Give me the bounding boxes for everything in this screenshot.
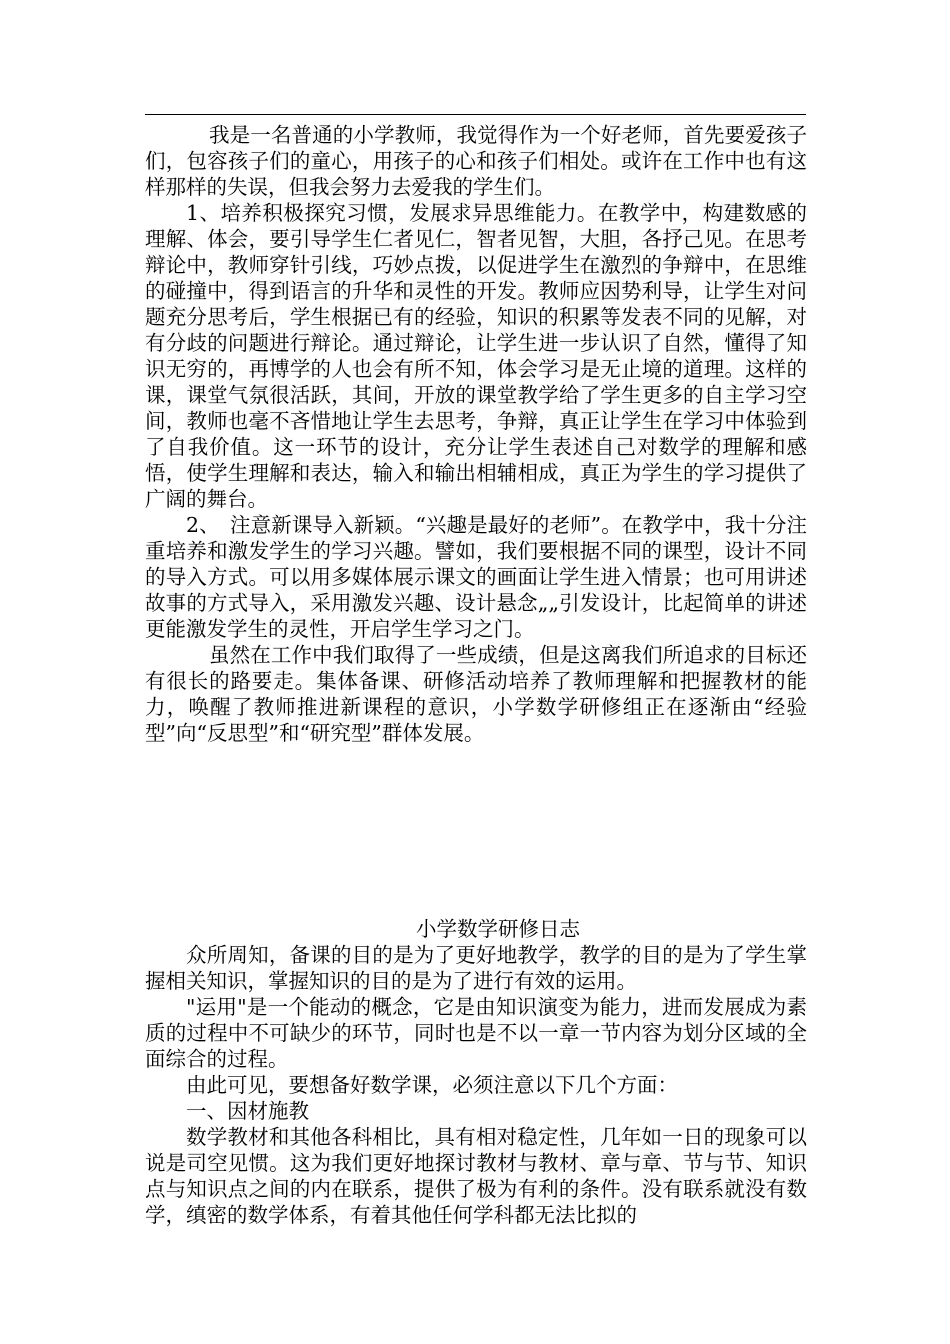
log-paragraph-1: 众所周知，备课的目的是为了更好地教学，教学的目的是为了学生掌握相关知识，掌握知识的目的是为了进行有效的运用。 [145,943,807,993]
log-paragraph-3: 由此可见，要想备好数学课，必须注意以下几个方面： [186,1073,678,1097]
top-section [145,122,807,746]
log-paragraph-4: 数学教材和其他各科相比，具有相对稳定性，几年如一日的现象可以说是司空见惯。这为我们更好地探讨教材与教材、章与章、节与节、知识点与知识点之间的内在联系，提供了极为有利的条件。没有联系就没有数学，缜密的数学体系，有着其他任何学科都无法比拟的 [145,1125,807,1227]
point-2-paragraph: 2、 注意新课导入新颖。“兴趣是最好的老师”。在教学中，我十分注重培养和激发学生的学习兴趣。譬如，我们要根据不同的课型，设计不同的导入方式。可以用多媒体展示课文的画面让学生进入情景；也可用讲述故事的方式导入，采用激发兴趣、设计悬念„„引发设计，比起简单的讲述更能激发学生的灵性，开启学生学习之门。 [145,513,807,641]
header-rule [145,114,806,115]
conclusion-paragraph: 虽然在工作中我们取得了一些成绩，但是这离我们所追求的目标还有很长的路要走。集体备课、研修活动培养了教师理解和把握教材的能力，唤醒了教师推进新课程的意识，小学数学研修组正在逐渐由“经验型”向“反思型”和“研究型”群体发展。 [145,643,807,745]
point-1-paragraph: 1、培养积极探究习惯，发展求异思维能力。在教学中，构建数感的理解、体会，要引导学生仁者见仁，智者见智，大胆，各抒己见。在思考辩论中，教师穿针引线，巧妙点拨，以促进学生在激烈的争辩中，在思维的碰撞中，得到语言的升华和灵性的开发。教师应因势利导，让学生对问题充分思考后，学生根据已有的经验，知识的积累等发表不同的见解，对有分歧的问题进行辩论。通过辩论，让学生进一步认识了自然，懂得了知识无穷的，再博学的人也会有所不知，体会学习是无止境的道理。这样的课，课堂气氛很活跃，其间，开放的课堂教学给了学生更多的自主学习空间，教师也毫不吝惜地让学生去思考，争辩，真正让学生在学习中体验到了自我价值。这一环节的设计，充分让学生表述自己对数学的理解和感悟，使学生理解和表达，输入和输出相辅相成，真正为学生的学习提供了广阔的舞台。 [145,201,807,511]
log-paragraph-2: "运用"是一个能动的概念，它是由知识演变为能力，进而发展成为素质的过程中不可缺少的环节，同时也是不以一章一节内容为划分区域的全面综合的过程。 [145,995,807,1071]
intro-paragraph: 我是一名普通的小学教师，我觉得作为一个好老师，首先要爱孩子们，包容孩子们的童心，用孩子的心和孩子们相处。或许在工作中也有这样那样的失误，但我会努力去爱我的学生们。 [145,123,807,199]
log-title: 小学数学研修日志 [416,917,580,941]
log-heading-1: 一、因材施教 [186,1099,309,1123]
log-section [145,942,807,1228]
